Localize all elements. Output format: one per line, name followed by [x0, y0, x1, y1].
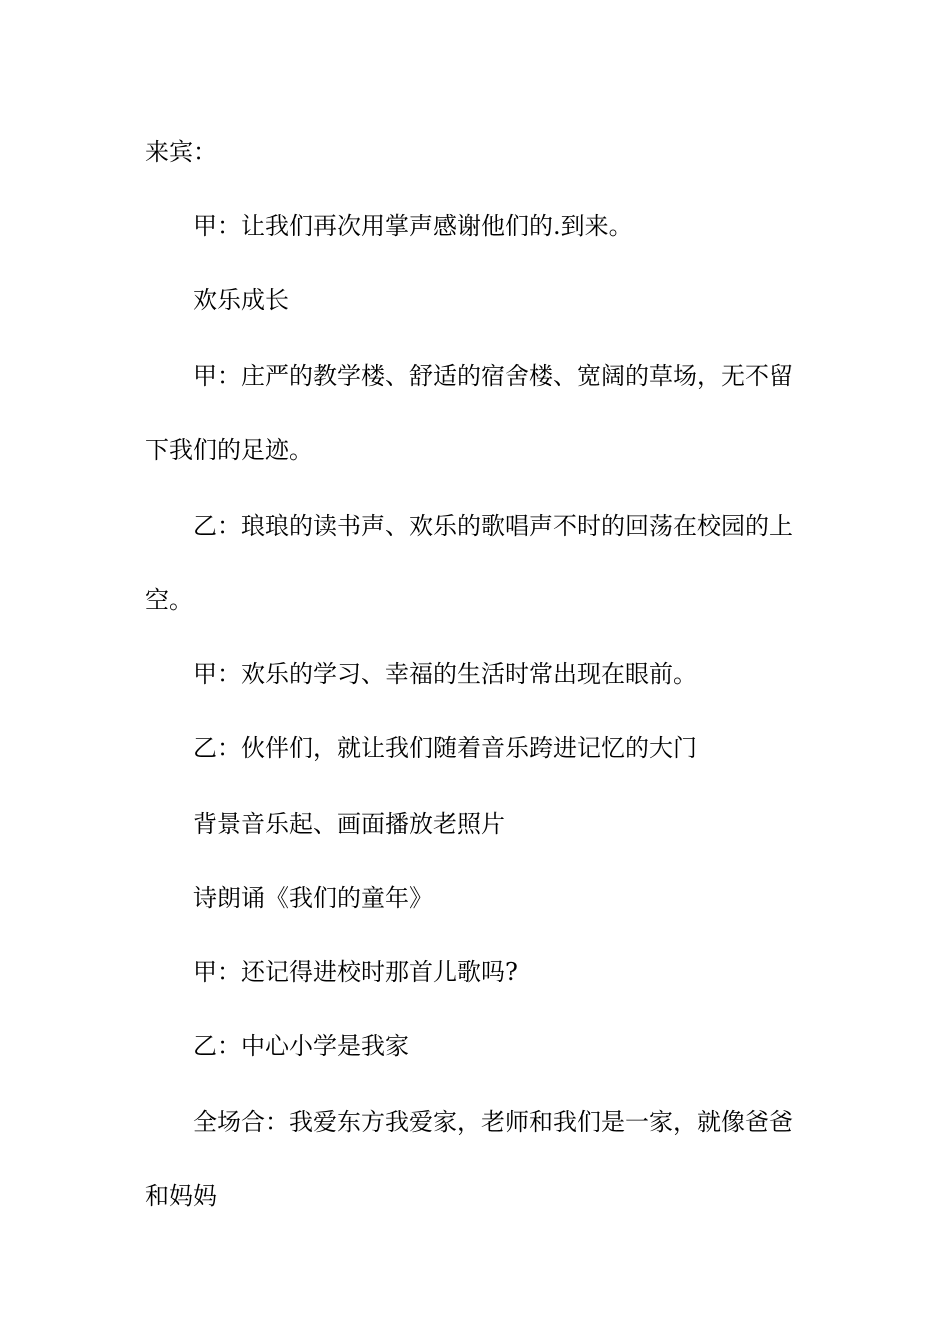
text-line-song: 甲：还记得进校时那首儿歌吗? — [193, 958, 518, 986]
text-line-memory: 乙：伙伴们，就让我们随着音乐跨进记忆的大门 — [193, 734, 697, 762]
text-line-campus-cont: 下我们的足迹。 — [145, 436, 313, 464]
text-line-study: 甲：欢乐的学习、幸福的生活时常出现在眼前。 — [193, 660, 697, 688]
section-heading: 欢乐成长 — [193, 286, 289, 314]
text-line-thanks: 甲：让我们再次用掌声感谢他们的.到来。 — [193, 212, 633, 240]
text-line-chorus-cont: 和妈妈 — [145, 1182, 217, 1210]
poem-title-line: 诗朗诵《我们的童年》 — [193, 884, 433, 912]
stage-direction-music: 背景音乐起、画面播放老照片 — [193, 810, 505, 838]
text-line-chorus: 全场合：我爱东方我爱家，老师和我们是一家，就像爸爸 — [193, 1108, 793, 1136]
text-line-reading-cont: 空。 — [145, 586, 193, 614]
text-line-reading: 乙：琅琅的读书声、欢乐的歌唱声不时的回荡在校园的上 — [193, 512, 793, 540]
text-line-guests: 来宾： — [145, 138, 217, 166]
text-line-school: 乙：中心小学是我家 — [193, 1032, 409, 1060]
text-line-campus: 甲：庄严的教学楼、舒适的宿舍楼、宽阔的草场，无不留 — [193, 362, 793, 390]
